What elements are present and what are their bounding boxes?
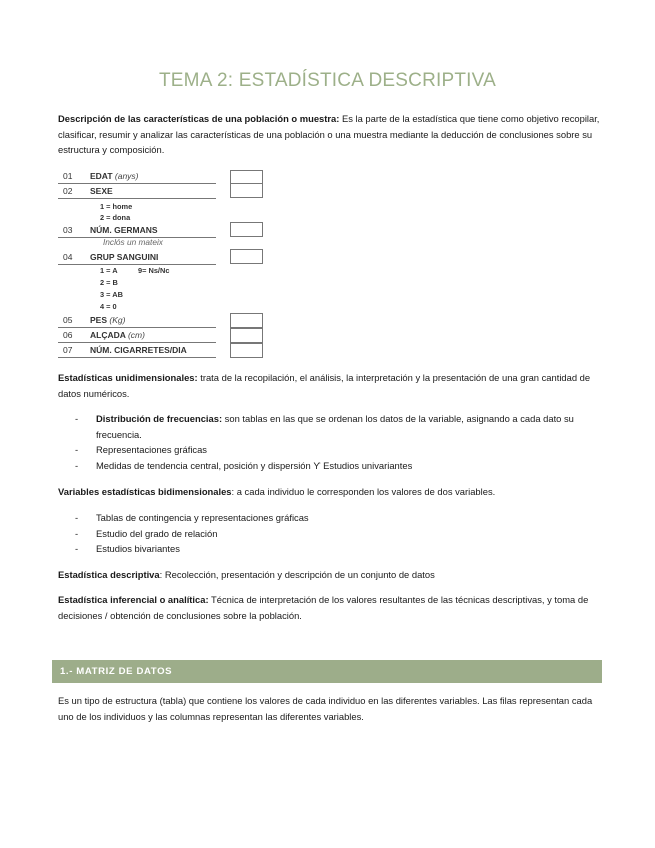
form-answer-box-alcada [230,328,263,343]
section1-paragraph: Es un tipo de estructura (tabla) que contiene los valores de cada individuo en las diferentes variables. Las filas representan cada uno de los individuos y las columnas representan las diferentes variables. [58,695,593,722]
form-row-pes [58,314,218,327]
form-row-label: SEXE [90,186,113,196]
form-row-number: 04 [63,252,73,262]
form-row-label: PES (Kg) [90,315,126,325]
bidimensional-list [58,510,603,557]
section-heading-banner [52,660,602,683]
form-row-alcada [58,329,218,342]
form-answer-box-pes [230,313,263,328]
descriptiva-text: : Recolección, presentación y descripción de un conjunto de datos [159,569,435,580]
form-row-number: 01 [63,171,73,181]
form-row-number: 07 [63,345,73,355]
bidimensional-paragraph [58,484,603,500]
unidimensional-term: Estadísticas unidimensionales: [58,372,198,383]
inferencial-term: Estadística inferencial o analítica: [58,594,209,605]
form-row-number: 03 [63,225,73,235]
grup-option: 9= Ns/Nc [138,266,170,275]
intro-paragraph [58,111,603,158]
form-row-cigarretes [58,344,218,357]
form-row-edat [58,170,218,183]
list-item: - Distribución de frecuencias: son tablas en las que se ordenan los datos de la variable, asignando a cada dato su frecuencia. [75,413,574,440]
sexe-option: 1 = home [100,202,133,211]
form-row-germans [58,224,218,237]
descriptiva-term: Estadística descriptiva [58,569,160,580]
unidimensional-paragraph [58,370,603,401]
form-row-label: NÚM. GERMANS [90,225,158,235]
survey-form-image [58,168,278,358]
unidimensional-list [58,411,603,473]
list-item: - Estudio del grado de relación [75,527,218,539]
page-title: TEMA 2: ESTADÍSTICA DESCRIPTIVA [158,70,496,91]
list-item: - Representaciones gráficas [75,444,207,455]
grup-option: 4 = 0 [100,302,117,311]
list-item: - Medidas de tendencia central, posición y dispersión ϒ Estudios univariantes [75,459,413,471]
form-row-number: 06 [63,330,73,340]
intro-term: Descripción de las características de una población o muestra: [58,113,340,124]
germans-note: Inclós un mateix [103,237,163,247]
grup-option: 2 = B [100,278,118,287]
bidimensional-text: : a cada individuo le corresponden los valores de dos variables. [231,486,496,497]
inferencial-text: Técnica de interpretación de los valores resultantes de las técnicas descriptivas, y toma de decisiones / obtención de conclusiones sobre la población. [58,594,589,621]
inferencial-paragraph [58,592,603,623]
bidimensional-term: Variables estadísticas bidimensionales [58,486,232,497]
form-answer-box-cigarretes [230,343,263,358]
unidimensional-text: trata de la recopilación, el análisis, la interpretación y la presentación de una gran cantidad de datos numéricos. [58,372,591,399]
form-row-label: ALÇADA (cm) [90,330,145,340]
form-row-number: 02 [63,186,73,196]
form-row-label: NÚM. CIGARRETES/DIA [90,345,187,355]
grup-option: 3 = AB [100,290,123,299]
form-row-label: EDAT (anys) [90,171,139,181]
form-answer-box-sexe [230,183,263,198]
form-row-number: 05 [63,315,73,325]
section-heading: 1.- MATRIZ DE DATOS [60,666,173,677]
form-row-grup [58,251,218,264]
form-row-label: GRUP SANGUINI [90,252,159,262]
form-answer-box-germans [230,222,263,237]
sexe-option: 2 = dona [100,213,131,222]
intro-text: Es la parte de la estadística que tiene como objetivo recopilar, clasificar, resumir y analizar las características de una población o una muestra mediante la deducción de conclusiones sobre su estructura y composición. [58,113,600,155]
form-row-sexe [58,185,218,198]
list-item: - Estudios bivariantes [75,543,180,554]
grup-option: 1 = A [100,266,118,275]
descriptiva-paragraph [58,567,603,583]
list-item: - Tablas de contingencia y representaciones gráficas [75,512,309,523]
form-answer-box-grup [230,249,263,264]
